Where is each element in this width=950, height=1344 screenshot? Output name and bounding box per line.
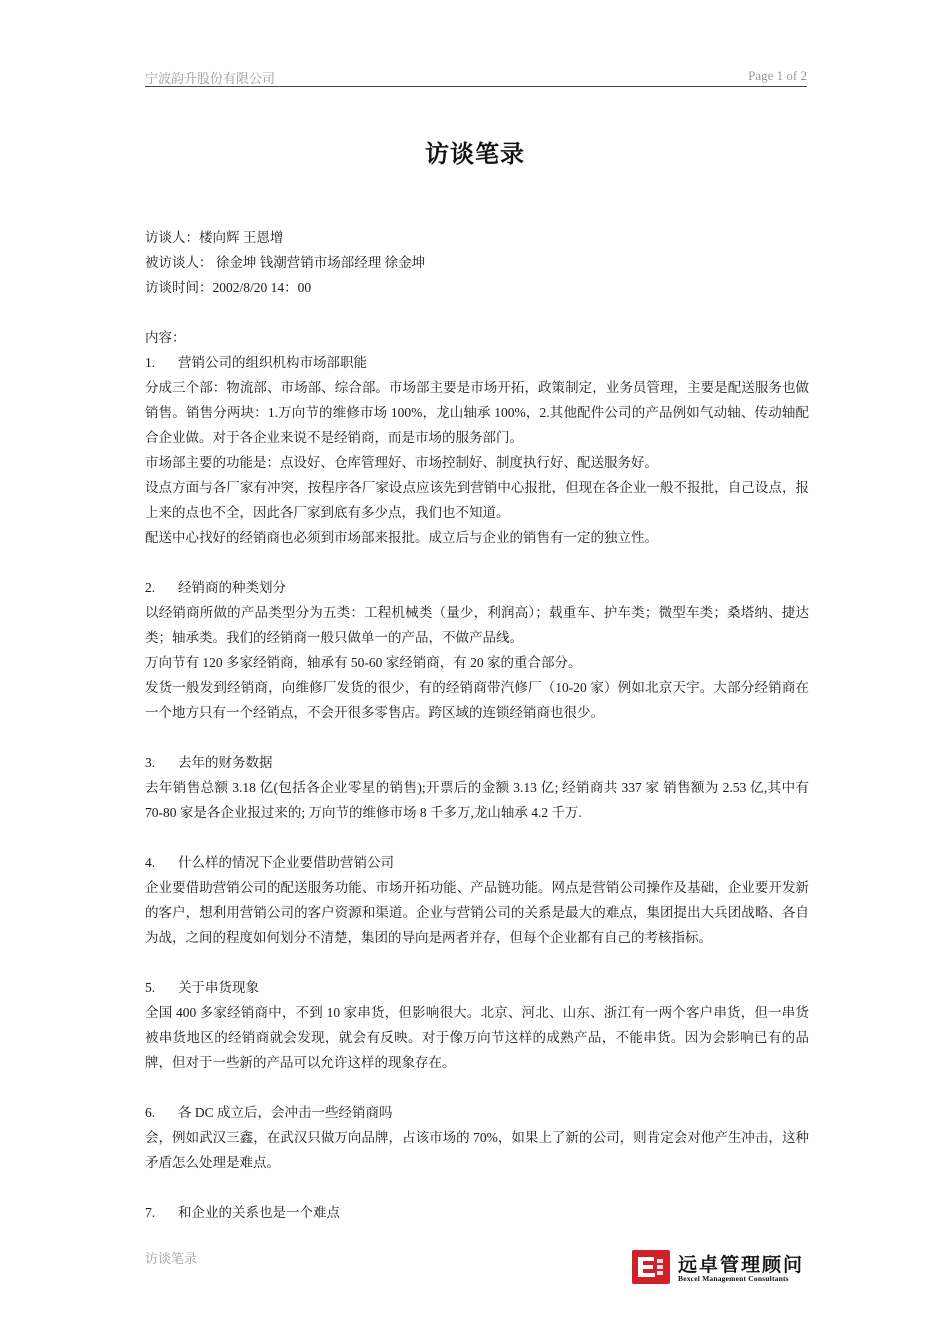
document-title: 访谈笔录 <box>425 142 525 168</box>
section-heading-text: 去年的财务数据 <box>178 755 273 770</box>
section-paragraph: 去年销售总额 3.18 亿(包括各企业零星的销售);开票后的金额 3.13 亿; 经销商共 337 家 销售额为 2.53 亿,其中有 70-80 家是各企业报过来的; 万向节的维修市场 8 千多万,龙山轴承 4.2 千万. <box>145 780 809 820</box>
section-paragraph: 会，例如武汉三鑫，在武汉只做万向品牌，占该市场的 70%，如果上了新的公司，则肯定会对他产生冲击，这种矛盾怎么处理是难点。 <box>145 1130 809 1170</box>
interview-time-line: 访谈时间：2002/8/20 14：00 <box>145 280 312 295</box>
logo-english-name: Bexcel Management Consultants <box>678 1274 789 1283</box>
section-number: 2. <box>145 580 156 595</box>
section-heading <box>145 850 809 875</box>
section-heading <box>145 575 809 600</box>
section-paragraph: 市场部主要的功能是：点设好、仓库管理好、市场控制好、制度执行好、配送服务好。 <box>145 455 658 470</box>
section-paragraph: 分成三个部：物流部、市场部、综合部。市场部主要是市场开拓，政策制定，业务员管理，主要是配送服务也做销售。销售分两块：1.万向节的维修市场 100%，龙山轴承 100%，2.其他配件公司的产品例如气动轴、传动轴配合企业做。对于各企业来说不是经销商，而是市场的服务部门。 <box>145 380 809 445</box>
section-paragraph: 企业要借助营销公司的配送服务功能、市场开拓功能、产品链功能。网点是营销公司操作及基础，企业要开发新的客户，想利用营销公司的客户资源和渠道。企业与营销公司的关系是最大的难点，集团提出大兵团战略、各自为战，之间的程度如何划分不清楚，集团的导向是两者并存，但每个企业都有自己的考核指标。 <box>145 880 809 945</box>
section-number: 1. <box>145 355 156 370</box>
section-heading-text: 经销商的种类划分 <box>178 580 286 595</box>
header-page-number: Page 1 of 2 <box>748 68 807 83</box>
section-paragraph: 配送中心找好的经销商也必须到市场部来报批。成立后与企业的销售有一定的独立性。 <box>145 530 658 545</box>
page-header <box>145 66 807 87</box>
section-heading <box>145 350 809 375</box>
section-heading-text: 营销公司的组织机构市场部职能 <box>178 355 367 370</box>
section-heading-text: 和企业的关系也是一个难点 <box>178 1205 340 1220</box>
section-heading <box>145 750 809 775</box>
header-company: 宁波韵升股份有限公司 <box>145 71 276 86</box>
section-heading <box>145 975 809 1000</box>
section-number: 3. <box>145 755 156 770</box>
section-heading-text: 各 DC 成立后，会冲击一些经销商吗 <box>178 1105 393 1120</box>
section-heading <box>145 1200 809 1225</box>
section-paragraph: 万向节有 120 多家经销商，轴承有 50-60 家经销商，有 20 家的重合部分。 <box>145 655 582 670</box>
company-logo <box>632 1250 807 1288</box>
sections-list <box>145 350 809 1225</box>
logo-chinese-name: 远卓管理顾问 <box>678 1255 805 1276</box>
section-paragraph: 设点方面与各厂家有冲突，按程序各厂家设点应该先到营销中心报批，但现在各企业一般不报批，自己设点，报上来的点也不全，因此各厂家到底有多少点，我们也不知道。 <box>145 480 809 520</box>
section-heading <box>145 1100 809 1125</box>
section-number: 5. <box>145 980 156 995</box>
document-body <box>145 225 809 1225</box>
interviewee-line: 被访谈人： 徐金坤 钱潮营销市场部经理 徐金坤 <box>145 255 426 270</box>
section-heading-text: 关于串货现象 <box>178 980 259 995</box>
section-paragraph: 发货一般发到经销商，向维修厂发货的很少，有的经销商带汽修厂（10-20 家）例如北京天宇。大部分经销商在一个地方只有一个经销点，不会开很多零售店。跨区域的连锁经销商也很少。 <box>145 680 809 720</box>
bexcel-logo-icon <box>632 1250 670 1284</box>
footer-doc-name: 访谈笔录 <box>145 1251 198 1266</box>
section-paragraph: 以经销商所做的产品类型分为五类：工程机械类（量少，利润高）；载重车、护车类；微型车类；桑塔纳、捷达类；轴承类。我们的经销商一般只做单一的产品，不做产品线。 <box>145 605 809 645</box>
section-heading-text: 什么样的情况下企业要借助营销公司 <box>178 855 394 870</box>
section-number: 7. <box>145 1205 156 1220</box>
content-label: 内容： <box>145 330 186 345</box>
section-number: 4. <box>145 855 156 870</box>
section-paragraph: 全国 400 多家经销商中，不到 10 家串货，但影响很大。北京、河北、山东、浙江有一两个客户串货，但一串货被串货地区的经销商就会发现，就会有反映。对于像万向节这样的成熟产品，不能串货。因为会影响已有的品牌，但对于一些新的产品可以允许这样的现象存在。 <box>145 1005 809 1070</box>
interviewer-line: 访谈人：楼向辉 王恩增 <box>145 230 284 245</box>
section-number: 6. <box>145 1105 156 1120</box>
